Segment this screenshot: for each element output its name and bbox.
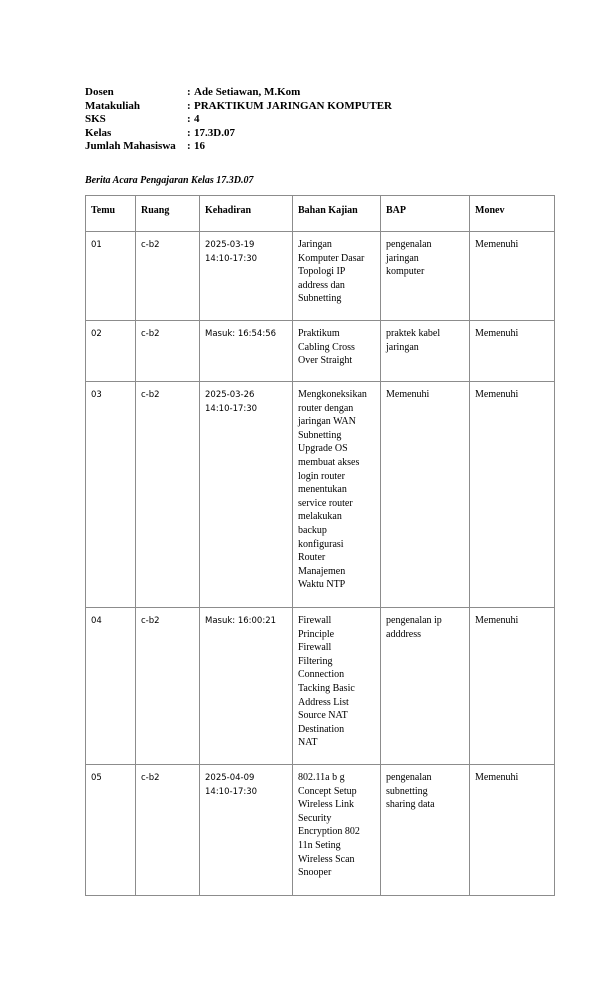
table-row	[86, 382, 555, 608]
cell-bap	[381, 382, 470, 608]
cell-bahan-kajian-line: Principle	[298, 628, 335, 640]
cell-bahan-kajian-line: konfigurasi	[298, 538, 344, 550]
cell-kehadiran	[200, 321, 293, 382]
cell-bahan-kajian-line: Waktu NTP	[298, 579, 346, 591]
info-row-jumlah-mahasiswa	[85, 140, 392, 154]
cell-monev-text: Memenuhi	[475, 389, 519, 400]
cell-kehadiran-line: 2025-04-09	[205, 773, 255, 783]
cell-bahan-kajian-line: Router	[298, 552, 326, 564]
cell-bahan-kajian-line: Over Straight	[298, 355, 353, 367]
cell-ruang	[136, 765, 200, 896]
info-row-sks	[85, 113, 392, 127]
cell-bahan-kajian-line: Wireless Scan	[298, 853, 355, 865]
cell-ruang	[136, 321, 200, 382]
cell-temu	[86, 382, 136, 608]
info-label: Kelas	[85, 126, 112, 139]
cell-bahan-kajian-line: Subnetting	[298, 293, 342, 305]
cell-bahan-kajian-line: Security	[298, 812, 332, 824]
cell-bap	[381, 321, 470, 382]
cell-temu	[86, 608, 136, 765]
cell-ruang	[136, 232, 200, 321]
cell-ruang-text: c-b2	[141, 390, 160, 400]
cell-monev-text: Memenuhi	[475, 615, 519, 626]
cell-bahan-kajian-line: 802.11a b g	[298, 772, 345, 783]
header-ruang: Ruang	[136, 196, 200, 232]
info-separator: :	[187, 126, 191, 139]
header-kehadiran: Kehadiran	[200, 196, 293, 232]
cell-bahan-kajian-line: backup	[298, 524, 327, 536]
info-separator: :	[187, 113, 191, 126]
cell-bahan-kajian-line: Komputer Dasar	[298, 252, 365, 264]
cell-kehadiran-line: 2025-03-19	[205, 240, 255, 250]
cell-bap-line: sharing data	[386, 799, 435, 811]
cell-bahan-kajian-line: Encryption 802	[298, 826, 360, 838]
table-caption: Berita Acara Pengajaran Kelas 17.3D.07	[85, 175, 254, 186]
table-row	[86, 608, 555, 765]
cell-bahan-kajian-line: Snooper	[298, 867, 332, 879]
cell-bahan-kajian-line: Wireless Link	[298, 799, 354, 811]
cell-bahan-kajian-line: Upgrade OS	[298, 443, 348, 455]
cell-bahan-kajian-line: Filtering	[298, 655, 333, 667]
cell-bahan-kajian-line: Manajemen	[298, 565, 346, 577]
info-label: Matakuliah	[85, 99, 141, 112]
cell-kehadiran	[200, 765, 293, 896]
cell-bahan-kajian-line: Address List	[298, 696, 349, 708]
cell-bahan-kajian-line: menentukan	[298, 484, 347, 496]
cell-bahan-kajian	[293, 765, 381, 896]
cell-kehadiran	[200, 382, 293, 608]
info-value: 16	[194, 140, 205, 153]
cell-ruang-text: c-b2	[141, 773, 160, 783]
cell-bap-line: jaringan	[386, 341, 419, 353]
cell-bap-line: praktek kabel	[386, 328, 441, 339]
cell-kehadiran-line: Masuk: 16:00:21	[205, 616, 277, 626]
info-value: 4	[194, 113, 200, 126]
cell-kehadiran	[200, 608, 293, 765]
header-monev: Monev	[470, 196, 555, 232]
cell-bahan-kajian-line: melakukan	[298, 511, 342, 523]
cell-bap	[381, 232, 470, 321]
info-value: PRAKTIKUM JARINGAN KOMPUTER	[194, 99, 392, 112]
cell-bahan-kajian-line: login router	[298, 470, 345, 482]
cell-ruang-text: c-b2	[141, 240, 160, 250]
cell-ruang	[136, 608, 200, 765]
cell-monev-text: Memenuhi	[475, 239, 519, 250]
table-header-row	[86, 196, 555, 232]
info-label: Jumlah Mahasiswa	[85, 140, 176, 153]
cell-bahan-kajian-line: 11n Seting	[298, 839, 341, 851]
info-row-kelas	[85, 127, 392, 141]
cell-bahan-kajian-line: Source NAT	[298, 710, 348, 722]
cell-temu-text: 04	[91, 616, 102, 626]
cell-monev	[470, 321, 555, 382]
table-row	[86, 232, 555, 321]
cell-temu-text: 03	[91, 390, 102, 400]
cell-ruang-text: c-b2	[141, 616, 160, 626]
cell-bap-line: pengenalan	[386, 239, 432, 250]
cell-bahan-kajian-line: Jaringan	[298, 239, 332, 250]
cell-bap	[381, 608, 470, 765]
cell-bahan-kajian-line: address dan	[298, 279, 345, 291]
cell-temu-text: 02	[91, 329, 102, 339]
cell-bahan-kajian-line: Destination	[298, 723, 345, 735]
cell-kehadiran-line: 14:10-17:30	[205, 254, 258, 264]
cell-bahan-kajian-line: router dengan	[298, 402, 354, 414]
cell-kehadiran-line: 2025-03-26	[205, 390, 255, 400]
cell-bahan-kajian-line: Praktikum	[298, 328, 340, 339]
cell-bahan-kajian-line: Subnetting	[298, 429, 342, 441]
info-separator: :	[187, 86, 191, 98]
table-body	[86, 232, 555, 896]
cell-kehadiran-line: 14:10-17:30	[205, 787, 258, 797]
cell-kehadiran	[200, 232, 293, 321]
cell-bahan-kajian-line: service router	[298, 497, 353, 509]
cell-ruang-text: c-b2	[141, 329, 160, 339]
cell-bahan-kajian	[293, 608, 381, 765]
cell-bap-line: jaringan	[386, 252, 419, 264]
cell-temu	[86, 321, 136, 382]
cell-temu	[86, 765, 136, 896]
info-label: SKS	[85, 113, 106, 126]
header-temu: Temu	[86, 196, 136, 232]
cell-bahan-kajian-line: Firewall	[298, 642, 332, 654]
header-bap: BAP	[381, 196, 470, 232]
cell-temu-text: 05	[91, 773, 102, 783]
cell-temu	[86, 232, 136, 321]
cell-ruang	[136, 382, 200, 608]
info-label: Dosen	[85, 86, 114, 98]
course-info	[85, 86, 392, 154]
cell-bahan-kajian-line: Tacking Basic	[298, 682, 355, 694]
cell-bap-line: adddress	[386, 628, 421, 640]
info-row-dosen	[85, 86, 392, 100]
cell-bap	[381, 765, 470, 896]
cell-bahan-kajian-line: Concept Setup	[298, 785, 357, 797]
cell-bahan-kajian	[293, 232, 381, 321]
cell-monev-text: Memenuhi	[475, 772, 519, 783]
cell-monev-text: Memenuhi	[475, 328, 519, 339]
cell-bap-line: subnetting	[386, 785, 428, 797]
cell-temu-text: 01	[91, 240, 102, 250]
cell-bap-line: pengenalan ip	[386, 615, 442, 626]
header-bahan-kajian: Bahan Kajian	[293, 196, 381, 232]
cell-bahan-kajian-line: Topologi IP	[298, 266, 346, 278]
cell-bahan-kajian-line: Firewall	[298, 615, 332, 626]
cell-bahan-kajian-line: jaringan WAN	[298, 416, 356, 428]
cell-bap-line: Memenuhi	[386, 389, 430, 400]
table-row	[86, 321, 555, 382]
cell-monev	[470, 382, 555, 608]
cell-monev	[470, 608, 555, 765]
cell-bap-line: pengenalan	[386, 772, 432, 783]
cell-monev	[470, 232, 555, 321]
cell-monev	[470, 765, 555, 896]
cell-bahan-kajian-line: Connection	[298, 669, 345, 681]
cell-bahan-kajian	[293, 321, 381, 382]
info-value: 17.3D.07	[194, 126, 235, 139]
info-row-matakuliah	[85, 100, 392, 114]
info-separator: :	[187, 99, 191, 112]
cell-bahan-kajian-line: membuat akses	[298, 456, 360, 468]
cell-bahan-kajian-line: NAT	[298, 737, 318, 749]
info-value: Ade Setiawan, M.Kom	[194, 86, 301, 98]
cell-bap-line: komputer	[386, 266, 425, 278]
cell-kehadiran-line: Masuk: 16:54:56	[205, 329, 277, 339]
cell-bahan-kajian-line: Mengkoneksikan	[298, 389, 367, 400]
info-separator: :	[187, 140, 191, 153]
cell-bahan-kajian-line: Cabling Cross	[298, 341, 355, 353]
cell-kehadiran-line: 14:10-17:30	[205, 404, 258, 414]
attendance-table	[85, 195, 555, 896]
table-row	[86, 765, 555, 896]
cell-bahan-kajian	[293, 382, 381, 608]
